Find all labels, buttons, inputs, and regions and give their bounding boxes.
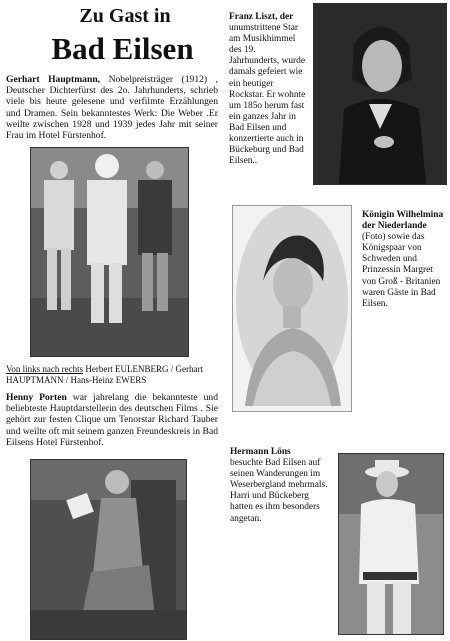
loens-paragraph xyxy=(230,447,328,525)
wilhelmina-portrait xyxy=(232,205,352,412)
wilhelmina-paragraph xyxy=(362,210,446,310)
liszt-portrait xyxy=(313,3,447,185)
caption-label: Von links nach rechts xyxy=(6,364,84,374)
liszt-name: Franz Liszt, der xyxy=(229,12,294,22)
page-title-line1: Zu Gast in xyxy=(79,5,171,27)
hauptmann-text: Nobelpreisträger (1912) , Deutscher Dichterfürst des 2o. Jahrhunderts, schrieb viele bis heute gelesene und verfilmte Erzählungen und Dramen. Sein bekanntestes Werk: Die Weber .Er weilte zwischen 1928 und 1939 jedes Jahr mit seiner Frau im Hotel Fürstenhof. xyxy=(6,74,219,142)
hauptmann-name: Gerhart Hauptmann, xyxy=(6,74,101,85)
loens-text: besuchte Bad Eilsen auf seinen Wanderungen im Weserbergland mehrmals. Harri und Bückeberg hatten es ihm besonders angetan. xyxy=(230,458,328,524)
porten-text: war jahrelang die bekannteste und beliebteste Hauptdarstellerin des deutschen Films . Sie gehört zur festen Clique um Tenorstar Richard Tauber und weilte oft mit seinem ganzen Freundeskreis in Bad Eilsens Hotel Fürstenhof. xyxy=(6,392,218,448)
wilhelmina-text: (Foto) sowie das Königspaar von Schweden und Prinzessin Margret von Groß - Britanien waren Gäste in Bad Eilsen. xyxy=(362,232,441,309)
loens-name: Hermann Löns xyxy=(230,447,291,457)
liszt-paragraph xyxy=(229,12,307,167)
liszt-text: unumstrittene Star am Musikhimmel des 19. Jahrhunderts, wurde damals gefeiert wie ein heutiger Rockstar. Er wohnte um 185o herum fast ein ganzes Jahr in Bad Eilsen und konzertierte auch in Bückeburg und Bad Eilsen.. xyxy=(229,23,306,167)
porten-paragraph xyxy=(6,392,218,448)
porten-photo xyxy=(30,459,187,640)
group-photo-caption xyxy=(6,364,218,386)
porten-name: Henny Porten xyxy=(6,392,67,403)
caption-names: Herbert EULENBERG / Gerhart HAUPTMANN / Hans-Heinz EWERS xyxy=(6,364,204,385)
loens-photo xyxy=(338,453,444,635)
wilhelmina-name: Königin Wilhelmina der Niederlande xyxy=(362,210,444,232)
group-photo xyxy=(30,147,189,357)
page-title-line2: Bad Eilsen xyxy=(51,31,194,66)
hauptmann-paragraph xyxy=(6,74,218,141)
